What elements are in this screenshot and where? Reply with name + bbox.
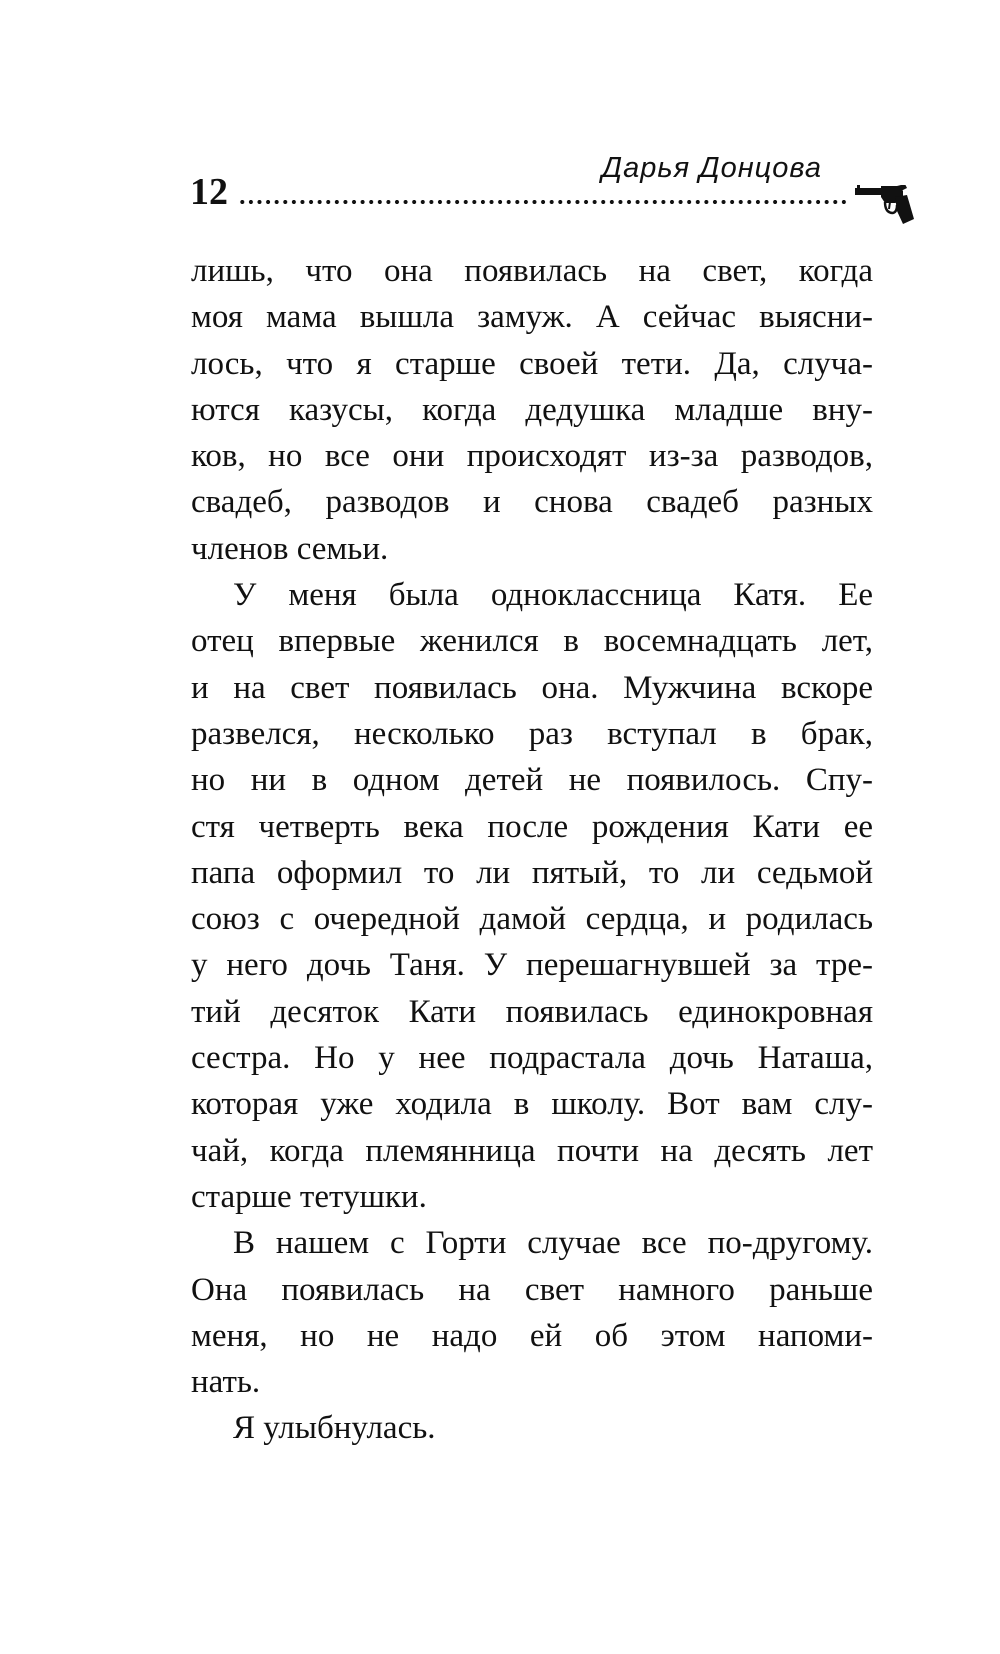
text-line: старше тетушки. xyxy=(191,1178,427,1215)
author-name: Дарья Донцова xyxy=(601,152,822,184)
text-line: лось, что я старше своей тети. Да, случа- xyxy=(191,345,873,382)
text-line: стя четверть века после рождения Кати ее xyxy=(191,808,873,845)
text-line: чай, когда племянница почти на десять лет xyxy=(191,1132,873,1169)
text-line: сестра. Но у нее подрастала дочь Наташа, xyxy=(191,1040,873,1077)
text-line: папа оформил то ли пятый, то ли седьмой xyxy=(191,854,873,891)
text-line: но ни в одном детей не появилось. Спу- xyxy=(191,762,873,799)
text-line: лишь, что она появилась на свет, когда xyxy=(191,253,873,289)
text-line: членов семьи. xyxy=(191,530,389,567)
text-line: свадеб, разводов и снова свадеб разных xyxy=(191,484,873,521)
body-text xyxy=(191,248,873,1452)
text-line: которая уже ходила в школу. Вот вам слу- xyxy=(191,1086,873,1123)
text-line: нать. xyxy=(191,1364,261,1401)
text-line: союз с очередной дамой сердца, и родилась xyxy=(191,901,873,938)
text-line: В нашем с Горти случае все по-другому. xyxy=(233,1225,873,1262)
text-line: тий десяток Кати появилась единокровная xyxy=(191,993,873,1030)
text-line: развелся, несколько раз вступал в брак, xyxy=(191,715,873,752)
text-line: Я улыбнулась. xyxy=(233,1410,436,1447)
text-line: Она появилась на свет намного раньше xyxy=(191,1271,873,1308)
text-line: и на свет появилась она. Мужчина вскоре xyxy=(191,669,873,706)
text-line: моя мама вышла замуж. А сейчас выясни- xyxy=(191,299,873,336)
text-line: ются казусы, когда дедушка младше вну- xyxy=(191,391,873,428)
running-header xyxy=(190,140,880,230)
text-line: у него дочь Таня. У перешагнувшей за тре- xyxy=(191,947,873,984)
text-line: отец впервые женился в восемнадцать лет, xyxy=(191,623,873,660)
text-line: меня, но не надо ей об этом напоми- xyxy=(191,1317,873,1354)
dotted-leader xyxy=(238,199,850,205)
revolver-icon xyxy=(855,185,915,227)
page-number: 12 xyxy=(190,171,228,213)
text-line: У меня была одноклассница Катя. Ее xyxy=(233,577,873,614)
text-line: ков, но все они происходят из-за разводов, xyxy=(191,438,873,475)
